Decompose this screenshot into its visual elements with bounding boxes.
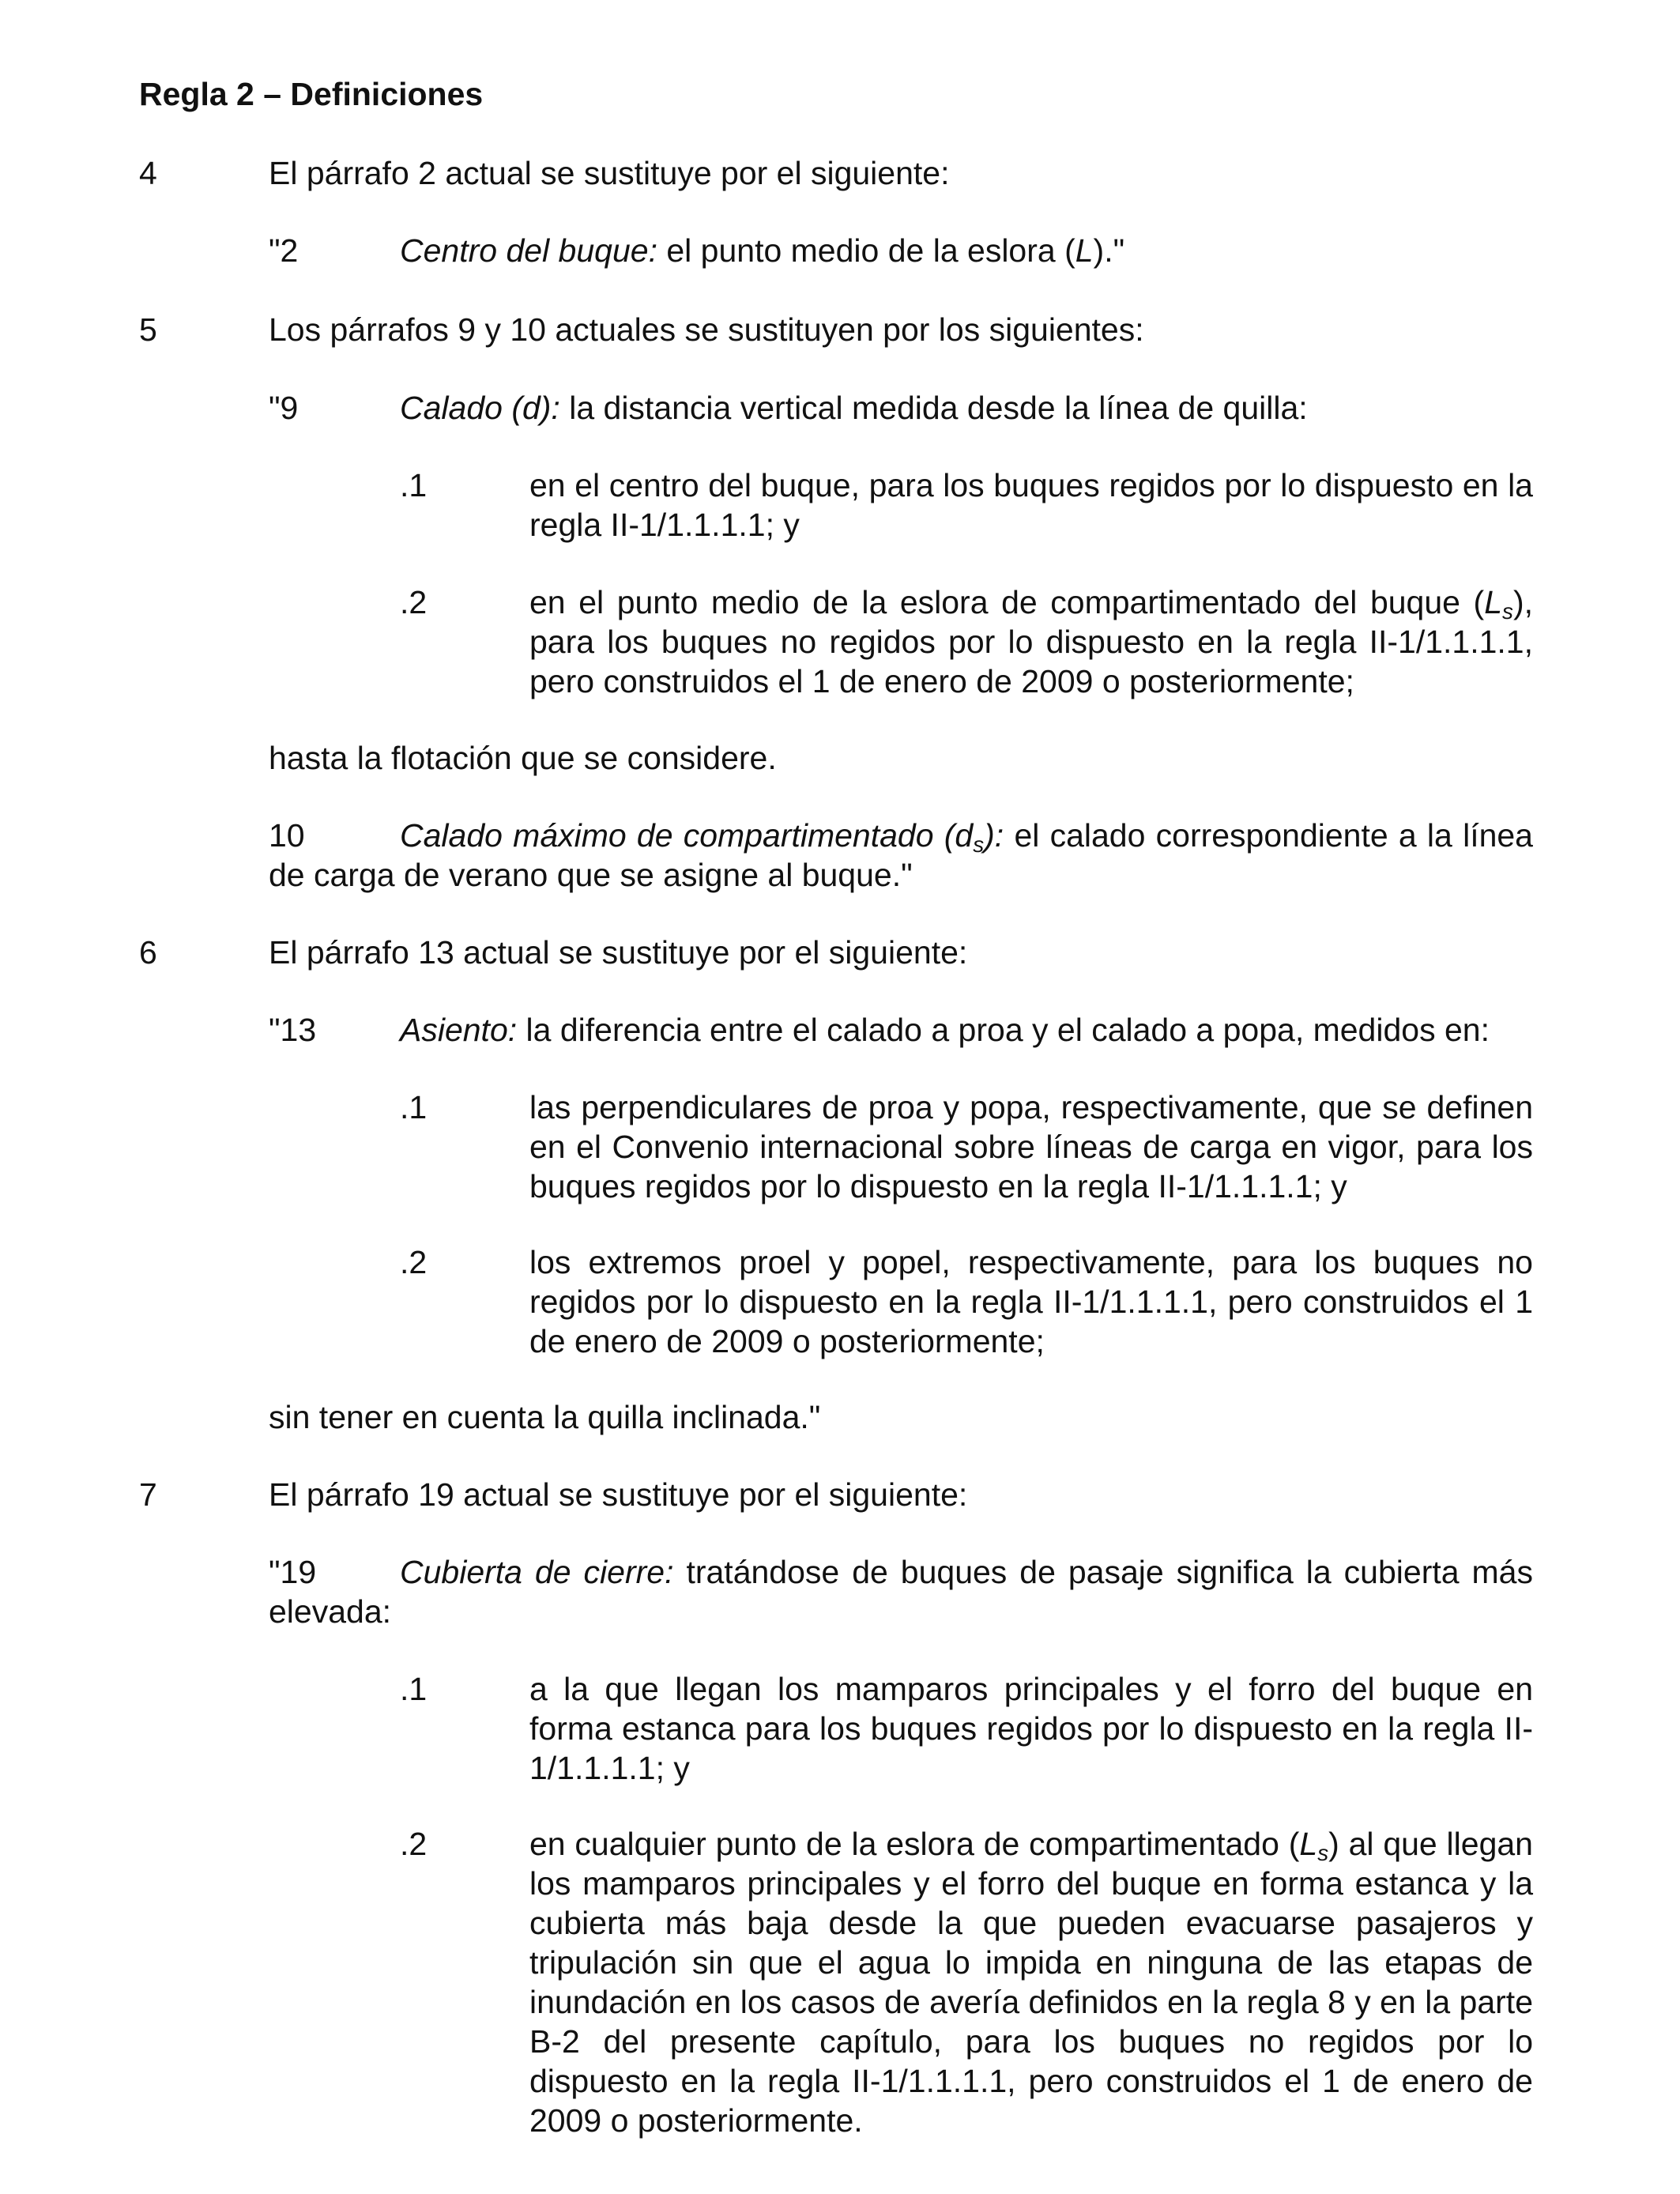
item-instruction: El párrafo 19 actual se sustituye por el siguiente: [269, 1476, 968, 1513]
definition-number: "9 [269, 390, 299, 426]
definition-text: )." [1093, 232, 1125, 269]
definition-text: la diferencia entre el calado a proa y el calado a popa, medidos en: [517, 1012, 1490, 1048]
variable-symbol: $L_s$ [1299, 1826, 1329, 1865]
subitem-text: en el centro del buque, para los buques regidos por lo dispuesto en la regla II-1/1.1.1.1; y [529, 467, 1533, 543]
definition-text: el punto medio de la eslora ( [657, 232, 1075, 269]
item-number: 7 [139, 1476, 157, 1513]
subitem-number: .2 [400, 1244, 428, 1280]
definition-closing: hasta la flotación que se considere. [269, 740, 777, 776]
subitem-number: .1 [400, 467, 428, 503]
definition-term: Calado (d): [400, 390, 560, 426]
subitem-text: los extremos proel y popel, respectivamente, para los buques no regidos por lo dispuesto en la regla II-1/1.1.1.1, pero construidos el 1 de enero de 2009 o posteriormente; [529, 1244, 1533, 1359]
definition-9 [400, 388, 1533, 428]
variable-symbol: L [1075, 232, 1094, 269]
definition-19 [269, 1552, 1533, 1631]
definition-term: Cubierta de cierre: [400, 1554, 674, 1590]
item-instruction: Los párrafos 9 y 10 actuales se sustituyen por los siguientes: [269, 311, 1144, 348]
definition-term: Calado máximo de compartimentado $(d_s)$: [400, 817, 1004, 857]
subitem-number: .2 [400, 584, 428, 620]
definition-text: tratándose de buques de pasaje significa la cubierta más elevada: [269, 1554, 1533, 1630]
subitem-number: .2 [400, 1826, 428, 1862]
definition-closing: sin tener en cuenta la quilla inclinada." [269, 1399, 821, 1435]
subitem-text: en el punto medio de la eslora de compartimentado del buque $(L_s)$, para los buques no regidos por lo dispuesto en la regla II-1/1.1.1.1, pero construidos el 1 de enero de 2009 o posteriormente; [529, 584, 1533, 699]
section-heading: Regla 2 – Definiciones [139, 76, 484, 112]
definition-number: "19 [269, 1554, 317, 1590]
definition-number: "13 [269, 1012, 317, 1048]
subitem-text: a la que llegan los mamparos principales y el forro del buque en forma estanca para los buques regidos por lo dispuesto en la regla II-1/1.1.1.1; y [529, 1671, 1533, 1786]
definition-text: la distancia vertical medida desde la línea de quilla: [559, 390, 1308, 426]
definition-10 [269, 816, 1533, 895]
definition-number: "2 [269, 232, 299, 269]
definition-number: 10 [269, 817, 305, 854]
subitem-text: las perpendiculares de proa y popa, respectivamente, que se definen en el Convenio internacional sobre líneas de carga en vigor, para los buques regidos por lo dispuesto en la regla II-1/1.1.1.1; y [529, 1089, 1533, 1204]
item-instruction: El párrafo 13 actual se sustituye por el siguiente: [269, 934, 968, 971]
item-number: 5 [139, 311, 157, 348]
item-instruction: El párrafo 2 actual se sustituye por el siguiente: [269, 155, 950, 191]
definition-term: Centro del buque: [400, 232, 657, 269]
definition-term: Asiento: [400, 1012, 518, 1048]
definition-text: el calado correspondiente a la línea de carga de verano que se asigne al buque." [269, 817, 1533, 893]
subitem-number: .1 [400, 1671, 428, 1707]
subitem-text: en cualquier punto de la eslora de compartimentado $(L_s)$ al que llegan los mamparos principales y el forro del buque en forma estanca y la cubierta más baja desde la que pueden evacuarse pasajeros y tripulación sin que el agua lo impida en ninguna de las etapas de inundación en los casos de avería definidos en la regla 8 y en la parte B-2 del presente capítulo, para los buques no regidos por lo dispuesto en la regla II-1/1.1.1.1, pero construidos el 1 de enero de 2009 o posteriormente. [529, 1826, 1533, 2139]
definition-2 [400, 231, 1533, 270]
variable-symbol: $L_s$ [1484, 584, 1513, 624]
definition-13 [400, 1010, 1533, 1050]
subitem-number: .1 [400, 1089, 428, 1125]
item-number: 4 [139, 155, 157, 191]
item-number: 6 [139, 934, 157, 971]
